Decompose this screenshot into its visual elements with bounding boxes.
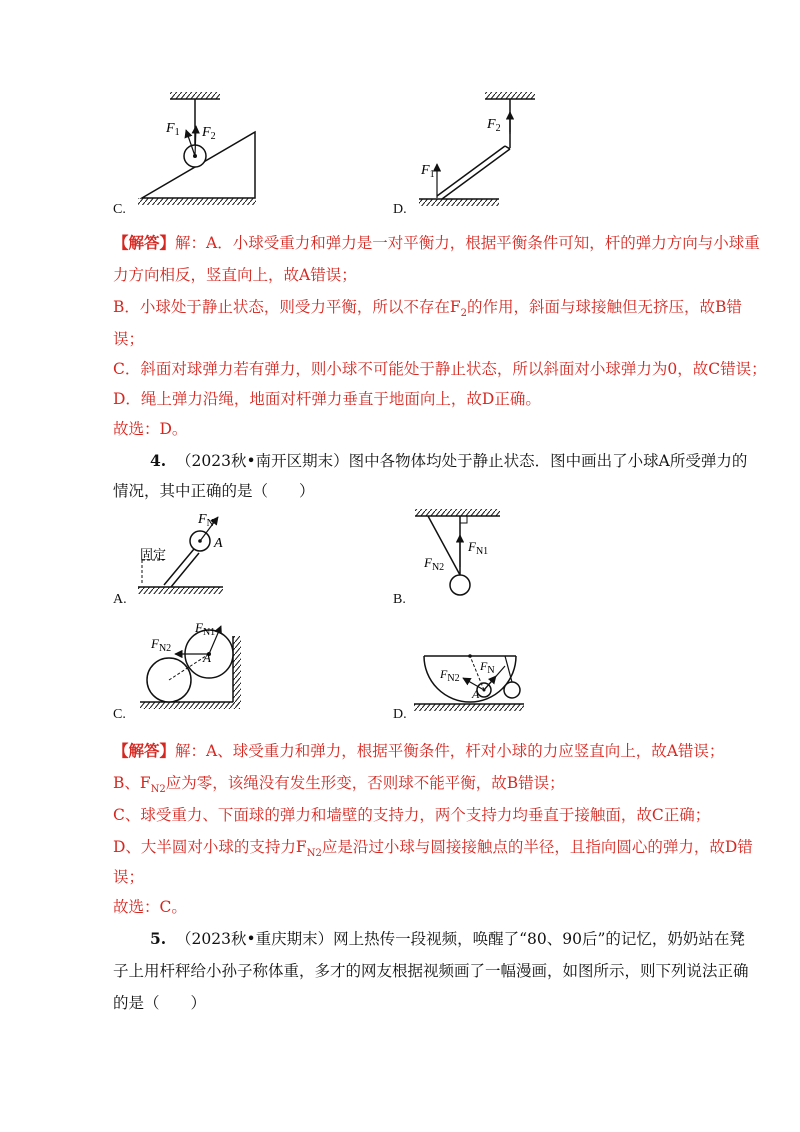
svg-text:FN1: $F_{N1}$	[468, 539, 489, 557]
q4-answer-line-4: D、大半圆对小球的支持力$F_{N2}$应是沿过小球与圆接接触点的半径，且指向圆心的弹力，故D错	[113, 838, 753, 860]
svg-text:FN2: $F_{N2}$	[440, 667, 460, 684]
q4b-n2-label: F	[424, 555, 432, 570]
q4-answer-line-3: C、球受重力、下面球的弹力和墙壁的支持力，两个支持力均垂直于接触面，故C正确；	[113, 806, 711, 824]
q4c-n1-label: F	[195, 620, 203, 635]
q3-answer-line-2: 力方向相反，竖直向上，故A错误；	[113, 266, 357, 284]
svg-text:F2: $F_2$	[202, 125, 216, 142]
svg-text:FN2: $F_{N2}$	[151, 636, 172, 654]
q4-answer-line-6: 故选：C。	[113, 898, 187, 916]
q3-option-d: D.	[393, 202, 407, 217]
q3c-f2-label: F	[202, 125, 211, 140]
q4d-n2-label: F	[440, 667, 448, 681]
q4-figure-a	[128, 505, 248, 600]
q5-stem-line-3: 的是（ ）	[113, 994, 207, 1012]
q4-stem-line-1: 4. （2023秋•南开区期末）图中各物体均处于静止状态．图中画出了小球A所受弹力的	[150, 451, 748, 470]
q4-answer-line-5: 误；	[113, 868, 145, 886]
q3-answer-line-5: C．斜面对球弹力若有弹力，则小球不可能处于静止状态，所以斜面对小球弹力为0，故C错误；	[113, 360, 767, 378]
q4d-a-label: A	[472, 687, 480, 701]
q3-figure-d	[405, 88, 555, 213]
q4-option-a: A.	[113, 592, 127, 607]
q5-stem-line-2: 子上用杆秤给小孙子称体重，多才的网友根据视频画了一幅漫画，如图所示，则下列说法正确	[113, 962, 749, 980]
q4-option-b: B.	[393, 592, 406, 607]
q4-answer-line-1: 【解答】解：A、球受重力和弹力，根据平衡条件，杆对小球的力应竖直向上，故A错误；	[113, 741, 725, 760]
q4c-n2-label: F	[151, 636, 159, 651]
q4a-fixed-label: 固定	[140, 547, 167, 562]
q4-option-d: D.	[393, 707, 407, 722]
q4b-n1-label: F	[468, 539, 476, 554]
svg-text:F2: $F_2$	[487, 117, 501, 134]
q4-figure-c	[135, 618, 245, 713]
q3c-f1-label: F	[166, 121, 175, 136]
svg-text:F1: $F_1$	[166, 121, 180, 138]
q4-option-c: C.	[113, 707, 126, 722]
q4a-fn-label: F	[198, 512, 207, 527]
svg-text:FN: $F_N$	[480, 659, 495, 676]
q3-answer-line-7: 故选：D。	[113, 420, 188, 438]
q3d-f1-label: F	[421, 163, 430, 178]
q5-stem-line-1: 5. （2023秋•重庆期末）网上热传一段视频，唤醒了“80、90后”的记忆，奶奶站在凳	[150, 929, 745, 948]
q4-answer-line-2: B、$F_{N2}$应为零，该绳没有发生形变，否则球不能平衡，故B错误；	[113, 774, 565, 796]
q4d-n-label: F	[480, 659, 488, 673]
svg-text:F1: $F_1$	[421, 163, 435, 180]
q3-answer-line-1: 【解答】解：A．小球受重力和弹力是一对平衡力，根据平衡条件可知，杆的弹力方向与小球重	[113, 233, 760, 252]
svg-text:FN1: $F_{N1}$	[195, 620, 216, 638]
q4-figure-b	[410, 505, 530, 600]
q4c-a-label: A	[203, 650, 211, 665]
q3-answer-line-4: 误；	[113, 330, 145, 348]
q3-answer-line-6: D．绳上弹力沿绳，地面对杆弹力垂直于地面向上，故D正确。	[113, 390, 541, 408]
q3-answer-line-3: B．小球处于静止状态，则受力平衡，所以不存在$F_2$的作用，斜面与球接触但无挤压，故B错	[113, 298, 742, 320]
q3-figure-c	[130, 88, 270, 213]
q4-stem-line-2: 情况，其中正确的是（ ）	[113, 482, 315, 500]
svg-text:FN2: $F_{N2}$	[424, 555, 445, 573]
svg-text:FN: $F_N$	[198, 512, 214, 529]
q3-option-c: C.	[113, 202, 126, 217]
q4a-a-label: A	[214, 536, 223, 551]
q4-figure-d	[412, 648, 527, 713]
q3d-f2-label: F	[487, 117, 496, 132]
